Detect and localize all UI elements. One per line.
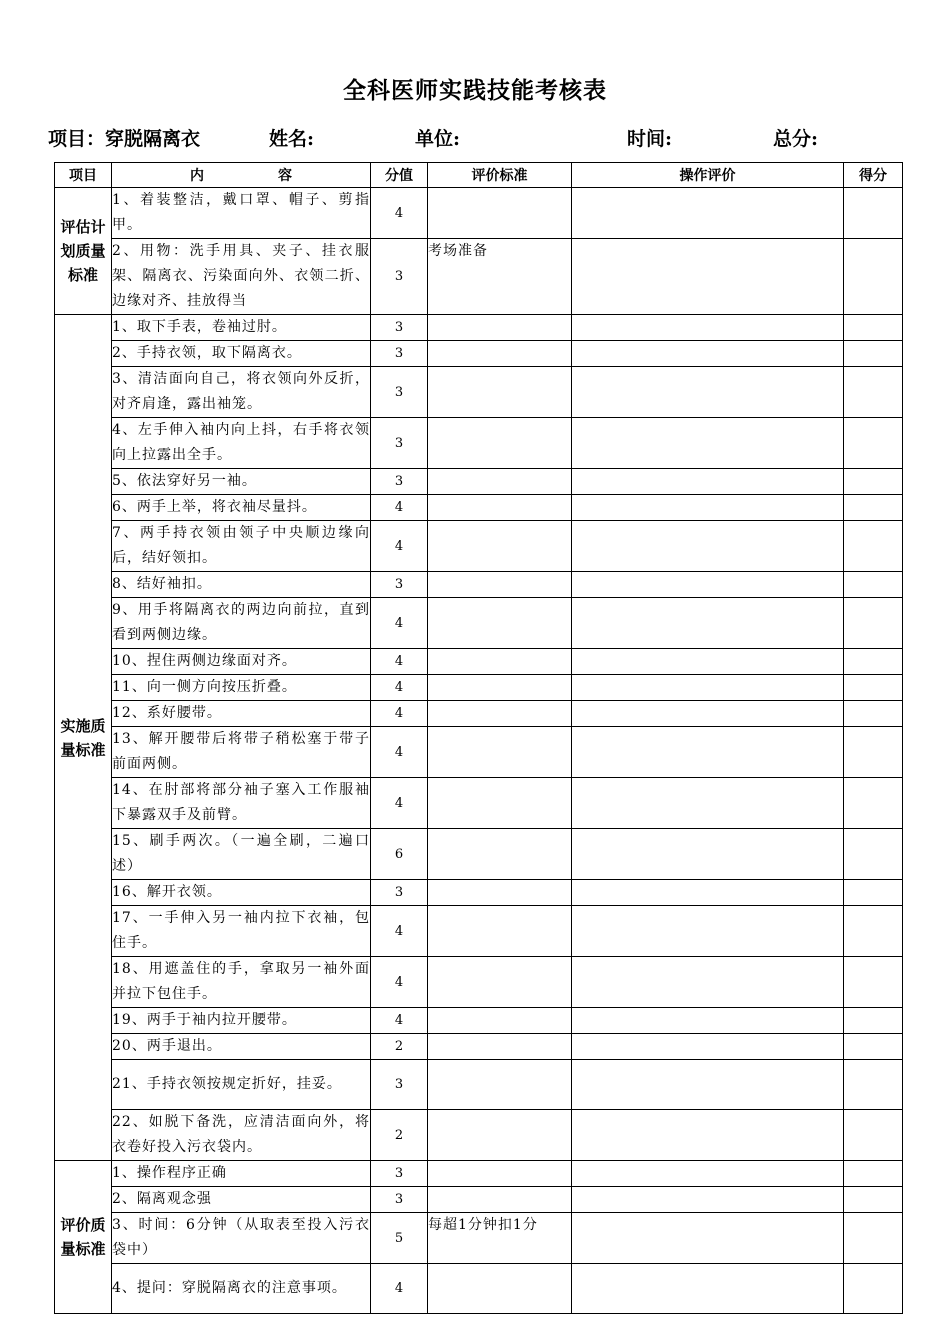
evaluation-cell[interactable]: [572, 469, 844, 495]
item-criteria: [428, 495, 572, 521]
assessment-table: [54, 162, 903, 1314]
table-row: [55, 1034, 903, 1060]
item-score: 4: [371, 701, 428, 727]
evaluation-cell[interactable]: [572, 1008, 844, 1034]
points-cell[interactable]: [844, 1213, 903, 1264]
table-row: [55, 188, 903, 239]
evaluation-cell[interactable]: [572, 239, 844, 315]
item-content: 7、两手持衣领由领子中央顺边缘向后，结好领扣。: [112, 521, 371, 572]
item-score: 3: [371, 1161, 428, 1187]
points-cell[interactable]: [844, 1060, 903, 1110]
table-row: [55, 1161, 903, 1187]
points-cell[interactable]: [844, 1034, 903, 1060]
project-label: 项目：穿脱隔离衣: [48, 128, 201, 150]
points-cell[interactable]: [844, 1187, 903, 1213]
item-score: 3: [371, 1060, 428, 1110]
item-criteria: [428, 341, 572, 367]
evaluation-cell[interactable]: [572, 1187, 844, 1213]
item-criteria: [428, 675, 572, 701]
table-row: [55, 572, 903, 598]
item-criteria: [428, 701, 572, 727]
item-score: 4: [371, 649, 428, 675]
evaluation-cell[interactable]: [572, 1060, 844, 1110]
item-criteria: [428, 1187, 572, 1213]
item-score: 3: [371, 418, 428, 469]
item-criteria: [428, 315, 572, 341]
evaluation-cell[interactable]: [572, 727, 844, 778]
item-score: 4: [371, 675, 428, 701]
table-row: [55, 1008, 903, 1034]
item-criteria: [428, 1161, 572, 1187]
evaluation-cell[interactable]: [572, 778, 844, 829]
item-score: 4: [371, 598, 428, 649]
item-criteria: [428, 598, 572, 649]
evaluation-cell[interactable]: [572, 341, 844, 367]
evaluation-cell[interactable]: [572, 367, 844, 418]
evaluation-cell[interactable]: [572, 675, 844, 701]
points-cell[interactable]: [844, 1110, 903, 1161]
points-cell[interactable]: [844, 829, 903, 880]
table-row: [55, 367, 903, 418]
points-cell[interactable]: [844, 701, 903, 727]
evaluation-cell[interactable]: [572, 701, 844, 727]
points-cell[interactable]: [844, 727, 903, 778]
points-cell[interactable]: [844, 778, 903, 829]
header-row: [55, 163, 903, 188]
item-score: 3: [371, 469, 428, 495]
table-row: [55, 727, 903, 778]
item-score: 4: [371, 521, 428, 572]
item-content: 10、捏住两侧边缘面对齐。: [112, 649, 371, 675]
evaluation-cell[interactable]: [572, 957, 844, 1008]
item-score: 4: [371, 188, 428, 239]
item-criteria: [428, 1034, 572, 1060]
points-cell[interactable]: [844, 239, 903, 315]
points-cell[interactable]: [844, 418, 903, 469]
evaluation-cell[interactable]: [572, 829, 844, 880]
evaluation-cell[interactable]: [572, 418, 844, 469]
section-category: 评价质量标准: [55, 1161, 112, 1314]
item-criteria: [428, 418, 572, 469]
item-content: 5、依法穿好另一袖。: [112, 469, 371, 495]
item-content: 14、在肘部将部分袖子塞入工作服袖下暴露双手及前臂。: [112, 778, 371, 829]
item-criteria: [428, 1060, 572, 1110]
item-content: 19、两手于袖内拉开腰带。: [112, 1008, 371, 1034]
evaluation-cell[interactable]: [572, 315, 844, 341]
item-content: 17、一手伸入另一袖内拉下衣袖，包住手。: [112, 906, 371, 957]
item-content: 15、刷手两次。（一遍全刷，二遍口述）: [112, 829, 371, 880]
item-score: 2: [371, 1110, 428, 1161]
item-criteria: [428, 906, 572, 957]
table-row: [55, 906, 903, 957]
table-row: [55, 957, 903, 1008]
item-content: 21、手持衣领按规定折好，挂妥。: [112, 1060, 371, 1110]
item-content: 18、用遮盖住的手，拿取另一袖外面并拉下包住手。: [112, 957, 371, 1008]
item-content: 3、时间：6分钟（从取表至投入污衣袋中）: [112, 1213, 371, 1264]
points-cell[interactable]: [844, 469, 903, 495]
evaluation-cell[interactable]: [572, 1034, 844, 1060]
evaluation-cell[interactable]: [572, 598, 844, 649]
item-criteria: 考场准备: [428, 239, 572, 315]
points-cell[interactable]: [844, 957, 903, 1008]
evaluation-cell[interactable]: [572, 649, 844, 675]
item-criteria: [428, 880, 572, 906]
item-content: 20、两手退出。: [112, 1034, 371, 1060]
table-row: [55, 1110, 903, 1161]
item-score: 4: [371, 957, 428, 1008]
table-row: [55, 675, 903, 701]
table-row: [55, 701, 903, 727]
table-row: [55, 829, 903, 880]
item-content: 13、解开腰带后将带子稍松塞于带子前面两侧。: [112, 727, 371, 778]
item-criteria: [428, 957, 572, 1008]
header-points: 得分: [844, 163, 903, 188]
item-content: 2、隔离观念强: [112, 1187, 371, 1213]
points-cell[interactable]: [844, 649, 903, 675]
table-row: [55, 469, 903, 495]
item-score: 3: [371, 1187, 428, 1213]
points-cell[interactable]: [844, 906, 903, 957]
table-row: [55, 598, 903, 649]
points-cell[interactable]: [844, 367, 903, 418]
item-score: 4: [371, 495, 428, 521]
evaluation-cell[interactable]: [572, 1264, 844, 1314]
header-project: 项目: [55, 163, 112, 188]
item-content: 11、向一侧方向按压折叠。: [112, 675, 371, 701]
evaluation-cell[interactable]: [572, 188, 844, 239]
evaluation-cell[interactable]: [572, 906, 844, 957]
points-cell[interactable]: [844, 880, 903, 906]
points-cell[interactable]: [844, 188, 903, 239]
item-score: 3: [371, 315, 428, 341]
item-score: 3: [371, 880, 428, 906]
evaluation-cell[interactable]: [572, 880, 844, 906]
table-row: [55, 1264, 903, 1314]
item-criteria: [428, 188, 572, 239]
header-evaluation: 操作评价: [572, 163, 844, 188]
table-row: [55, 880, 903, 906]
item-score: 4: [371, 1008, 428, 1034]
item-criteria: [428, 778, 572, 829]
item-score: 4: [371, 778, 428, 829]
item-score: 3: [371, 341, 428, 367]
item-score: 4: [371, 1264, 428, 1314]
table-row: [55, 649, 903, 675]
points-cell[interactable]: [844, 1008, 903, 1034]
points-cell[interactable]: [844, 315, 903, 341]
points-cell[interactable]: [844, 675, 903, 701]
points-cell[interactable]: [844, 1264, 903, 1314]
table-row: [55, 495, 903, 521]
item-content: 3、清洁面向自己，将衣领向外反折，对齐肩逢，露出袖笼。: [112, 367, 371, 418]
table-row: [55, 1060, 903, 1110]
total-score-field: 总分:: [773, 128, 819, 150]
table-row: [55, 341, 903, 367]
form-meta: [0, 124, 950, 154]
item-content: 12、系好腰带。: [112, 701, 371, 727]
table-row: [55, 239, 903, 315]
points-cell[interactable]: [844, 1161, 903, 1187]
section-category: 实施质量标准: [55, 315, 112, 1161]
points-cell[interactable]: [844, 341, 903, 367]
item-criteria: [428, 649, 572, 675]
points-cell[interactable]: [844, 521, 903, 572]
header-content: 内 容: [112, 163, 371, 188]
item-criteria: 每超1分钟扣1分: [428, 1213, 572, 1264]
item-content: 8、结好袖扣。: [112, 572, 371, 598]
item-criteria: [428, 572, 572, 598]
item-content: 2、用物：洗手用具、夹子、挂衣服架、隔离衣、污染面向外、衣领二折、边缘对齐、挂放得当: [112, 239, 371, 315]
item-score: 5: [371, 1213, 428, 1264]
item-criteria: [428, 1008, 572, 1034]
item-criteria: [428, 829, 572, 880]
evaluation-cell[interactable]: [572, 1110, 844, 1161]
header-score: 分值: [371, 163, 428, 188]
item-content: 1、操作程序正确: [112, 1161, 371, 1187]
item-content: 16、解开衣领。: [112, 880, 371, 906]
unit-field: 单位:: [415, 128, 461, 150]
item-content: 1、着装整洁，戴口罩、帽子、剪指甲。: [112, 188, 371, 239]
item-criteria: [428, 469, 572, 495]
item-content: 9、用手将隔离衣的两边向前拉，直到看到两侧边缘。: [112, 598, 371, 649]
table-row: [55, 1187, 903, 1213]
points-cell[interactable]: [844, 572, 903, 598]
item-content: 1、取下手表，卷袖过肘。: [112, 315, 371, 341]
table-row: [55, 521, 903, 572]
name-field: 姓名:: [269, 128, 315, 150]
item-score: 2: [371, 1034, 428, 1060]
item-score: 3: [371, 572, 428, 598]
table-row: [55, 778, 903, 829]
table-row: [55, 1213, 903, 1264]
points-cell[interactable]: [844, 598, 903, 649]
item-score: 4: [371, 906, 428, 957]
item-score: 6: [371, 829, 428, 880]
item-score: 4: [371, 727, 428, 778]
table-row: [55, 315, 903, 341]
item-score: 3: [371, 367, 428, 418]
item-criteria: [428, 1264, 572, 1314]
form-title: 全科医师实践技能考核表: [343, 77, 607, 104]
evaluation-cell[interactable]: [572, 1161, 844, 1187]
item-criteria: [428, 367, 572, 418]
table-row: [55, 418, 903, 469]
evaluation-cell[interactable]: [572, 495, 844, 521]
item-criteria: [428, 1110, 572, 1161]
evaluation-cell[interactable]: [572, 572, 844, 598]
item-content: 4、左手伸入袖内向上抖，右手将衣领向上拉露出全手。: [112, 418, 371, 469]
item-content: 4、提问：穿脱隔离衣的注意事项。: [112, 1264, 371, 1314]
time-field: 时间:: [627, 128, 673, 150]
item-score: 3: [371, 239, 428, 315]
points-cell[interactable]: [844, 495, 903, 521]
section-category: 评估计划质量标准: [55, 188, 112, 315]
item-content: 22、如脱下备洗，应清洁面向外，将衣卷好投入污衣袋内。: [112, 1110, 371, 1161]
evaluation-cell[interactable]: [572, 521, 844, 572]
header-criteria: 评价标准: [428, 163, 572, 188]
item-criteria: [428, 727, 572, 778]
item-content: 6、两手上举，将衣袖尽量抖。: [112, 495, 371, 521]
evaluation-cell[interactable]: [572, 1213, 844, 1264]
item-content: 2、手持衣领，取下隔离衣。: [112, 341, 371, 367]
item-criteria: [428, 521, 572, 572]
